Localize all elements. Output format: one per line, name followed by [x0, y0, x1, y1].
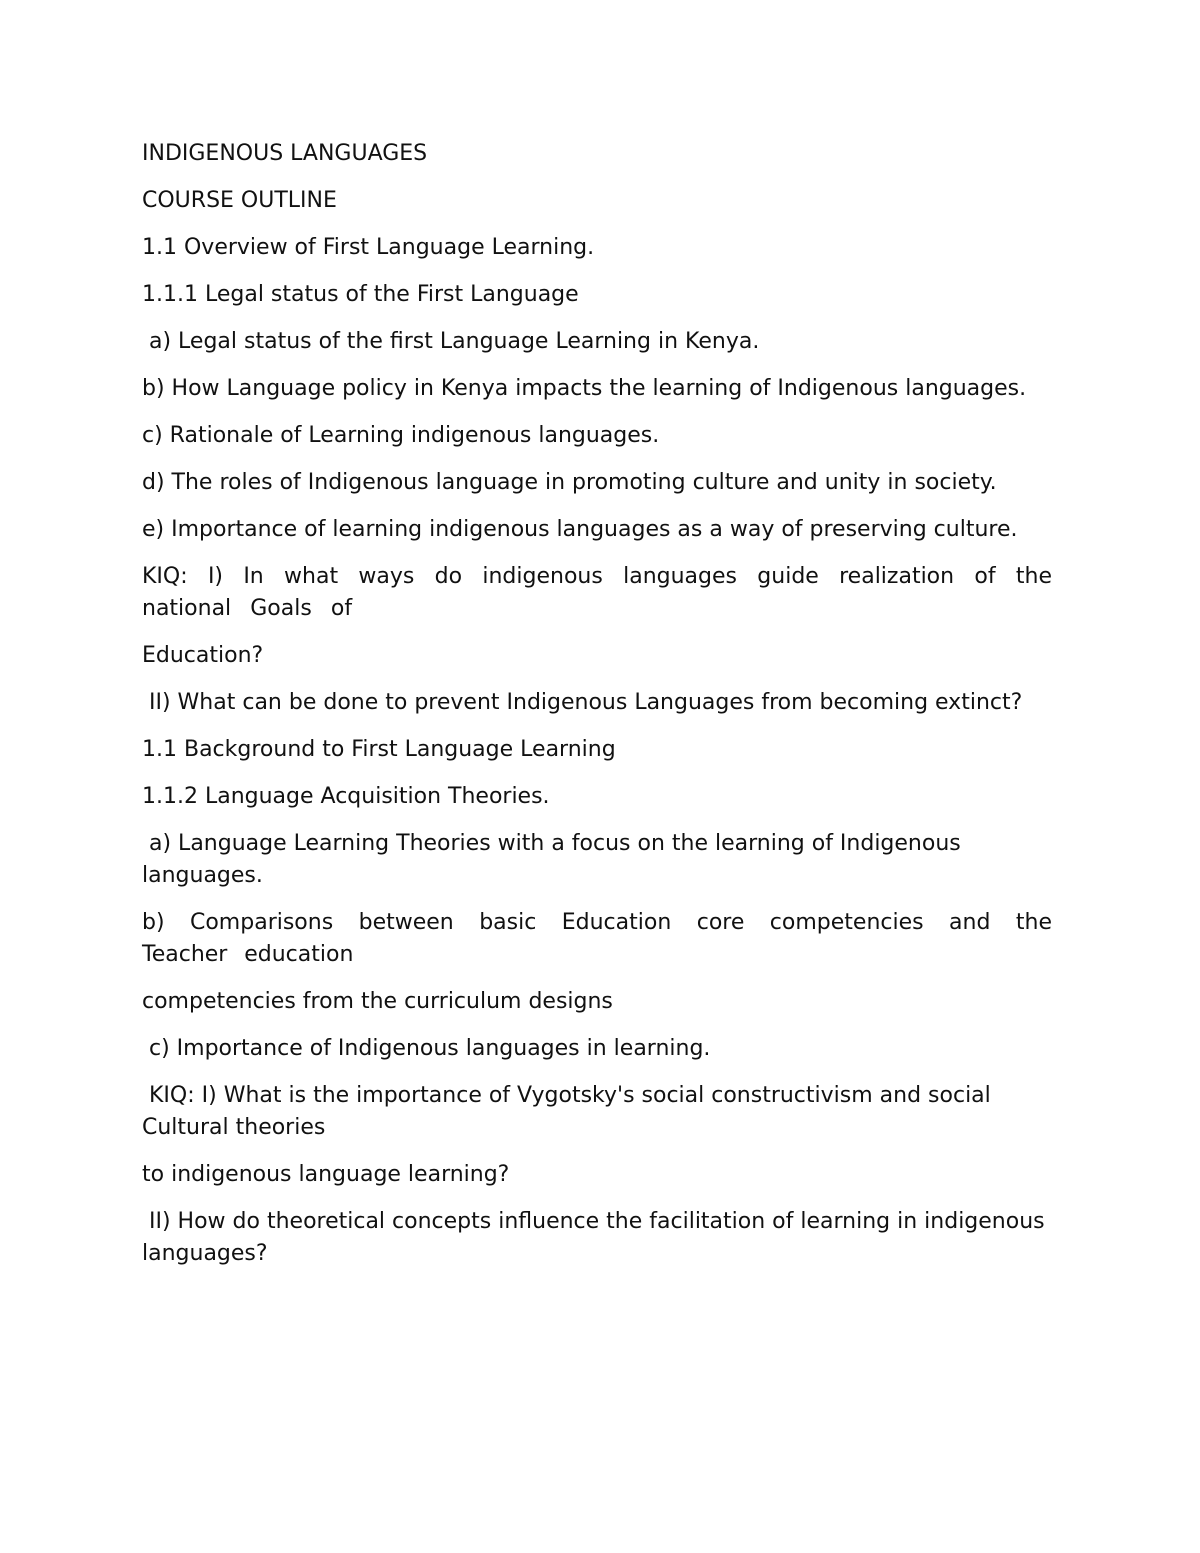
document-subtitle: COURSE OUTLINE — [142, 188, 337, 213]
subsection-heading: 1.1.2 Language Acquisition Theories. — [142, 784, 550, 809]
outline-item: b) Comparisons between basic Education core competencies and the Teacher education — [142, 910, 1069, 967]
outline-item: e) Importance of learning indigenous languages as a way of preserving culture. — [142, 517, 1018, 542]
outline-item: a) Legal status of the first Language Learning in Kenya. — [142, 329, 760, 354]
outline-item: d) The roles of Indigenous language in promoting culture and unity in society. — [142, 470, 997, 495]
key-inquiry-question: II) What can be done to prevent Indigenous Languages from becoming extinct? — [142, 690, 1023, 715]
key-inquiry-question: II) How do theoretical concepts influence the facilitation of learning in indigenous languages? — [142, 1209, 1052, 1266]
section-heading: 1.1 Background to First Language Learning — [142, 737, 616, 762]
outline-item: a) Language Learning Theories with a focus on the learning of Indigenous languages. — [142, 831, 968, 888]
subsection-heading: 1.1.1 Legal status of the First Language — [142, 282, 579, 307]
key-inquiry-question: KIQ: I) In what ways do indigenous languages guide realization of the national Goals of — [142, 564, 1072, 621]
outline-item: c) Importance of Indigenous languages in learning. — [142, 1036, 711, 1061]
key-inquiry-question: KIQ: I) What is the importance of Vygotsky's social constructivism and social Cultural theories — [142, 1083, 998, 1140]
outline-item: b) How Language policy in Kenya impacts the learning of Indigenous languages. — [142, 376, 1027, 401]
section-heading: 1.1 Overview of First Language Learning. — [142, 235, 595, 260]
document-page — [142, 138, 1072, 1285]
outline-item-continued: competencies from the curriculum designs — [142, 989, 613, 1014]
key-inquiry-question-continued: Education? — [142, 643, 264, 668]
key-inquiry-question-continued: to indigenous language learning? — [142, 1162, 510, 1187]
document-title: INDIGENOUS LANGUAGES — [142, 141, 428, 166]
outline-item: c) Rationale of Learning indigenous languages. — [142, 423, 660, 448]
